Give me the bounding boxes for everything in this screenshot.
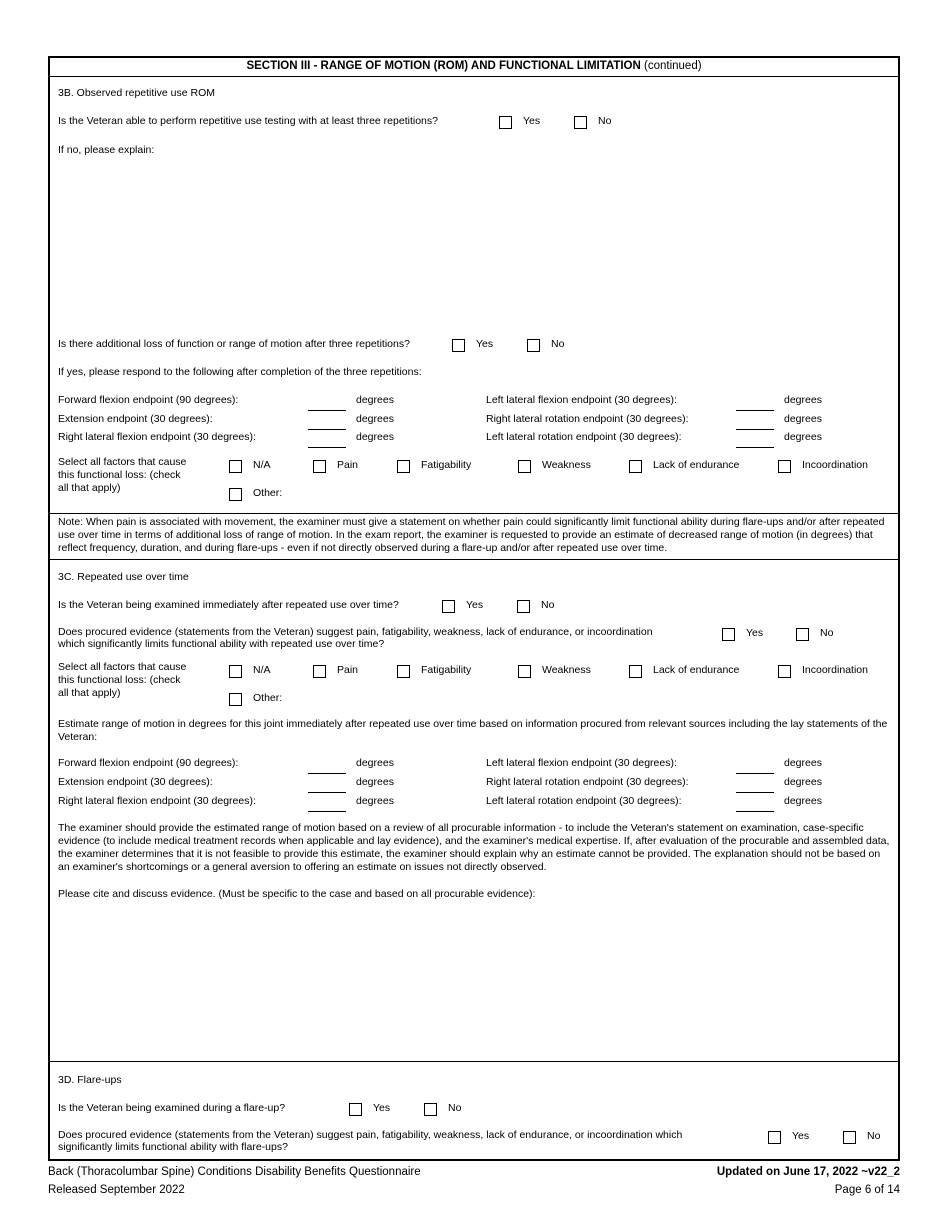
s3d-q2-yes-checkbox[interactable] <box>768 1131 781 1144</box>
factor-lack-endurance-label: Lack of endurance <box>653 459 740 471</box>
s3b-q2-no-checkbox[interactable] <box>527 339 540 352</box>
s3c-evidence-field[interactable] <box>58 904 892 1054</box>
rom-extension-input[interactable] <box>308 429 346 430</box>
rom-left-lat-rot-label: Left lateral rotation endpoint (30 degrees): <box>486 795 682 807</box>
s3c-estimate: Estimate range of motion in degrees for this joint immediately after repeated use over time based on information procured from relevant sources including the lay statements of the Veteran: <box>58 718 888 743</box>
s3c-q1-no-checkbox[interactable] <box>517 600 530 613</box>
factor-lack-endurance-checkbox[interactable] <box>629 460 642 473</box>
unit: degrees <box>356 394 394 406</box>
rom-right-lat-rot-input[interactable] <box>736 429 774 430</box>
rom-left-lat-flex-input[interactable] <box>736 410 774 411</box>
rom-left-lat-flex-label: Left lateral flexion endpoint (30 degrees): <box>486 394 677 406</box>
factor-other-label: Other: <box>253 692 283 704</box>
s3c-q2-yes-checkbox[interactable] <box>722 628 735 641</box>
no-label: No <box>867 1130 881 1142</box>
divider <box>50 513 898 514</box>
unit: degrees <box>784 776 822 788</box>
factors-label-1: Select all factors that cause <box>58 661 187 673</box>
unit: degrees <box>784 795 822 807</box>
factor-incoordination-checkbox[interactable] <box>778 460 791 473</box>
form-frame <box>48 56 900 1161</box>
yes-label: Yes <box>373 1102 391 1114</box>
factors-label-3: all that apply) <box>58 482 121 494</box>
factor-weakness-label: Weakness <box>542 664 591 676</box>
factor-fatigability-checkbox[interactable] <box>397 460 410 473</box>
factor-pain-label: Pain <box>337 664 359 676</box>
divider <box>50 559 898 560</box>
s3d-q2-no-checkbox[interactable] <box>843 1131 856 1144</box>
factor-pain-checkbox[interactable] <box>313 460 326 473</box>
no-label: No <box>598 115 612 127</box>
s3b-q2-yes-checkbox[interactable] <box>452 339 465 352</box>
factor-lack-endurance-label: Lack of endurance <box>653 664 740 676</box>
factor-na-label: N/A <box>253 664 271 676</box>
no-label: No <box>551 338 565 350</box>
factor-other-checkbox[interactable] <box>229 693 242 706</box>
unit: degrees <box>356 413 394 425</box>
s3b-q1-yes-checkbox[interactable] <box>499 116 512 129</box>
unit: degrees <box>356 795 394 807</box>
s3d-q1: Is the Veteran being examined during a flare-up? <box>58 1102 286 1114</box>
factors-label-1: Select all factors that cause <box>58 456 187 468</box>
footer-released: Released September 2022 <box>48 1184 185 1196</box>
s3b-explain-field[interactable] <box>58 160 892 330</box>
yes-label: Yes <box>476 338 494 350</box>
factor-na-checkbox[interactable] <box>229 665 242 678</box>
factors-label-2: this functional loss: (check <box>58 674 181 686</box>
factor-weakness-checkbox[interactable] <box>518 665 531 678</box>
unit: degrees <box>356 757 394 769</box>
rom-extension-input[interactable] <box>308 792 346 793</box>
rom-left-lat-rot-input[interactable] <box>736 811 774 812</box>
factor-pain-checkbox[interactable] <box>313 665 326 678</box>
note-text: Note: When pain is associated with movement, the examiner must give a statement on whether pain could significantly limit functional ability during flare-ups and/or after repeated use over time in terms of additional loss of range of motion. In the exam report, the examiner is requested to provide an estimate of decreased range of motion (in degrees) that reflect frequency, duration, and during flare-ups - even if not directly observed during a flare-up and/or after repeated use over time. <box>58 516 885 554</box>
section-header <box>50 58 898 77</box>
factor-incoordination-label: Incoordination <box>802 664 868 676</box>
footer-updated: Updated on June 17, 2022 ~v22_2 <box>716 1166 900 1178</box>
factor-na-checkbox[interactable] <box>229 460 242 473</box>
factor-weakness-label: Weakness <box>542 459 591 471</box>
rom-right-lat-flex-label: Right lateral flexion endpoint (30 degrees): <box>58 431 256 443</box>
factors-label-3: all that apply) <box>58 687 121 699</box>
unit: degrees <box>784 394 822 406</box>
factor-fatigability-label: Fatigability <box>421 459 472 471</box>
s3c-q1: Is the Veteran being examined immediately after repeated use over time? <box>58 599 399 611</box>
s3c-cite: Please cite and discuss evidence. (Must be specific to the case and based on all procurable evidence): <box>58 888 536 900</box>
s3c-q2-line1: Does procured evidence (statements from the Veteran) suggest pain, fatigability, weakness, lack of endurance, or incoordination <box>58 626 653 638</box>
factor-other-checkbox[interactable] <box>229 488 242 501</box>
s3b-if-yes: If yes, please respond to the following after completion of the three repetitions: <box>58 366 422 378</box>
rom-forward-label: Forward flexion endpoint (90 degrees): <box>58 394 239 406</box>
no-label: No <box>448 1102 462 1114</box>
rom-right-lat-rot-input[interactable] <box>736 792 774 793</box>
factor-other-label: Other: <box>253 487 283 499</box>
rom-left-lat-rot-label: Left lateral rotation endpoint (30 degrees): <box>486 431 682 443</box>
rom-right-lat-flex-input[interactable] <box>308 447 346 448</box>
footer-page: Page 6 of 14 <box>834 1184 900 1196</box>
section-title: SECTION III - RANGE OF MOTION (ROM) AND FUNCTIONAL LIMITATION <box>246 60 641 72</box>
unit: degrees <box>784 431 822 443</box>
factor-pain-label: Pain <box>337 459 359 471</box>
rom-left-lat-flex-label: Left lateral flexion endpoint (30 degrees): <box>486 757 677 769</box>
s3c-q2-no-checkbox[interactable] <box>796 628 809 641</box>
rom-right-lat-flex-input[interactable] <box>308 811 346 812</box>
s3b-title: 3B. Observed repetitive use ROM <box>58 87 215 99</box>
yes-label: Yes <box>523 115 541 127</box>
rom-forward-input[interactable] <box>308 773 346 774</box>
unit: degrees <box>356 431 394 443</box>
rom-extension-label: Extension endpoint (30 degrees): <box>58 413 213 425</box>
rom-forward-input[interactable] <box>308 410 346 411</box>
rom-right-lat-rot-label: Right lateral rotation endpoint (30 degrees): <box>486 413 689 425</box>
unit: degrees <box>784 757 822 769</box>
factor-weakness-checkbox[interactable] <box>518 460 531 473</box>
s3c-title: 3C. Repeated use over time <box>58 571 189 583</box>
s3d-q1-no-checkbox[interactable] <box>424 1103 437 1116</box>
s3b-q1-no-checkbox[interactable] <box>574 116 587 129</box>
s3c-q2-line2: which significantly limits functional ability with repeated use over time? <box>58 638 385 650</box>
s3b-if-no: If no, please explain: <box>58 144 155 156</box>
rom-left-lat-rot-input[interactable] <box>736 447 774 448</box>
factor-fatigability-checkbox[interactable] <box>397 665 410 678</box>
s3d-q2-line1: Does procured evidence (statements from the Veteran) suggest pain, fatigability, weakness, lack of endurance, or incoordination which <box>58 1129 683 1141</box>
rom-right-lat-rot-label: Right lateral rotation endpoint (30 degrees): <box>486 776 689 788</box>
factors-label-2: this functional loss: (check <box>58 469 181 481</box>
factor-incoordination-checkbox[interactable] <box>778 665 791 678</box>
s3b-q2: Is there additional loss of function or range of motion after three repetitions? <box>58 338 410 350</box>
factor-incoordination-label: Incoordination <box>802 459 868 471</box>
yes-label: Yes <box>466 599 484 611</box>
footer-form-name: Back (Thoracolumbar Spine) Conditions Disability Benefits Questionnaire <box>48 1166 421 1178</box>
factor-fatigability-label: Fatigability <box>421 664 472 676</box>
s3d-title: 3D. Flare-ups <box>58 1074 122 1086</box>
s3c-q1-yes-checkbox[interactable] <box>442 600 455 613</box>
factor-na-label: N/A <box>253 459 271 471</box>
yes-label: Yes <box>792 1130 810 1142</box>
no-label: No <box>541 599 555 611</box>
s3d-q2-line2: significantly limits functional ability with flare-ups? <box>58 1141 288 1153</box>
section-title-suffix: (continued) <box>640 60 702 72</box>
unit: degrees <box>356 776 394 788</box>
factor-lack-endurance-checkbox[interactable] <box>629 665 642 678</box>
rom-forward-label: Forward flexion endpoint (90 degrees): <box>58 757 239 769</box>
s3b-q1: Is the Veteran able to perform repetitive use testing with at least three repetitions? <box>58 115 438 127</box>
divider <box>50 1061 898 1062</box>
s3d-q1-yes-checkbox[interactable] <box>349 1103 362 1116</box>
unit: degrees <box>784 413 822 425</box>
no-label: No <box>820 627 834 639</box>
rom-right-lat-flex-label: Right lateral flexion endpoint (30 degrees): <box>58 795 256 807</box>
yes-label: Yes <box>746 627 764 639</box>
s3c-examiner-text: The examiner should provide the estimated range of motion based on a review of all procurable information - to include the Veteran's statement on examination, case-specific evidence (to include medical treatment records when applicable and lay evidence), and the examiner's medical expertise. If, after evaluation of the procurable and assembled data, the examiner determines that it is not feasible to provide this estimate, the examiner should explain why an estimate cannot be provided. The explanation should not be based on an examiner's shortcomings or a general aversion to offering an estimate on issues not directly observed. <box>58 822 890 873</box>
rom-left-lat-flex-input[interactable] <box>736 773 774 774</box>
rom-extension-label: Extension endpoint (30 degrees): <box>58 776 213 788</box>
